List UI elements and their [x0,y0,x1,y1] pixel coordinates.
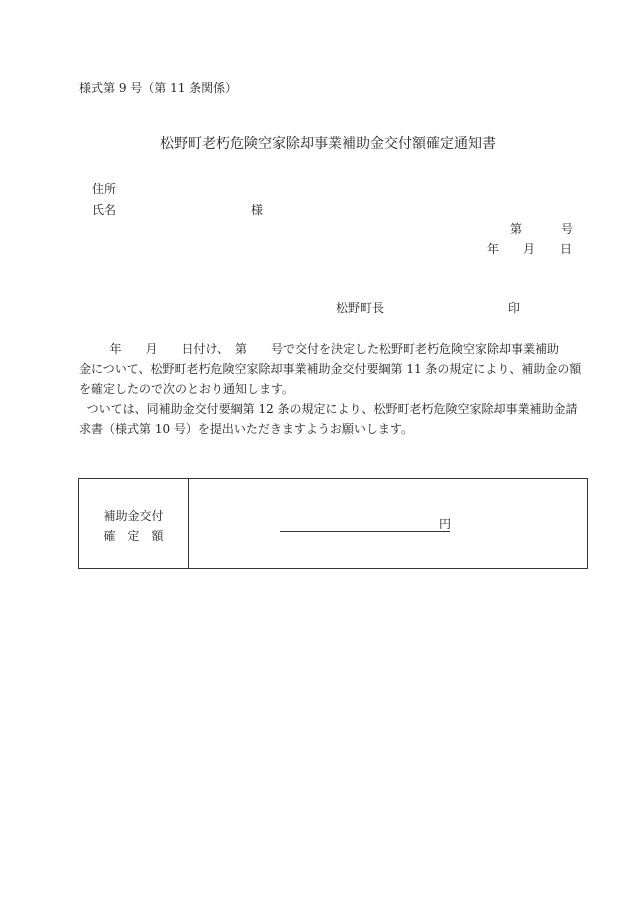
amount-label-line1: 補助金交付 [103,509,164,523]
document-number-go: 号 [561,222,574,236]
body-line: 求書（様式第 10 号）を提出いただきますようお願いします。 [79,422,413,436]
amount-table [78,478,588,569]
issuer-name: 松野町長 [336,301,385,315]
notice-body [79,339,591,439]
body-line [79,339,591,359]
name-label: 氏名 [92,203,117,217]
body-text: ついては、同補助金交付要綱第 12 条の規定により、松野町老朽危険空家除却事業補助金請 [86,402,578,416]
body-line: を確定したので次のとおり通知します。 [79,382,295,396]
table-divider [188,479,189,568]
currency-unit: 円 [439,517,452,531]
document-number-dai: 第 [510,222,523,236]
form-number: 様式第 9 号（第 11 条関係） [79,81,238,95]
address-label: 住所 [92,182,117,196]
date-year: 年 [487,242,500,256]
page-title: 松野町老朽危険空家除却事業補助金交付額確定通知書 [160,136,496,152]
seal-mark: 印 [508,301,521,315]
body-line: 金について、松野町老朽危険空家除却事業補助金交付要綱第 11 条の規定により、補助金の額 [79,362,582,376]
date-day: 日 [560,242,573,256]
body-line [79,399,591,419]
date-month: 月 [523,242,536,256]
honorific: 様 [251,203,264,217]
amount-blank-line [280,531,450,532]
body-text: 年 月 日付け、 第 号で交付を決定した松野町老朽危険空家除却事業補助 [109,342,560,356]
amount-label-line2: 確 定 額 [103,529,164,543]
